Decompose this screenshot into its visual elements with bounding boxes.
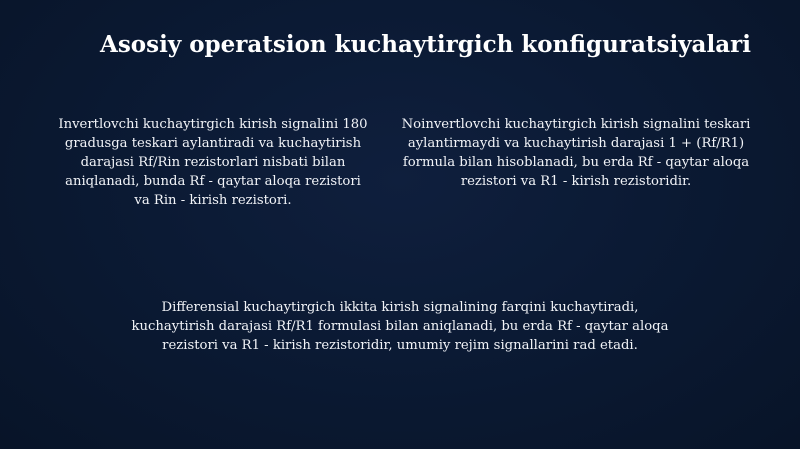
differential-amplifier-text: Differensial kuchaytirgich ikkita kirish signalining farqini kuchaytiradi, kuchaytirish darajasi Rf/R1 formulasi bilan aniqlanadi, bu erda Rf - qaytar aloqa rezistori va R1 - kirish rezistoridir, umumiy rejim signallarini rad etadi. (131, 300, 669, 353)
slide-title: Asosiy operatsion kuchaytirgich konfiguratsiyalari (100, 31, 751, 58)
inverting-amplifier-text: Invertlovchi kuchaytirgich kirish signalini 180 gradusga teskari aylantiradi va kuchaytirish darajasi Rf/Rin rezistorlari nisbati bilan aniqlanadi, bunda Rf - qaytar aloqa rezistori va Rin - kirish rezistori. (58, 117, 368, 208)
noninverting-amplifier-text: Noinvertlovchi kuchaytirgich kirish signalini teskari aylantirmaydi va kuchaytirish darajasi 1 + (Rf/R1) formula bilan hisoblanadi, bu erda Rf - qaytar aloqa rezistori va R1 - kirish rezistoridir. (401, 117, 751, 189)
